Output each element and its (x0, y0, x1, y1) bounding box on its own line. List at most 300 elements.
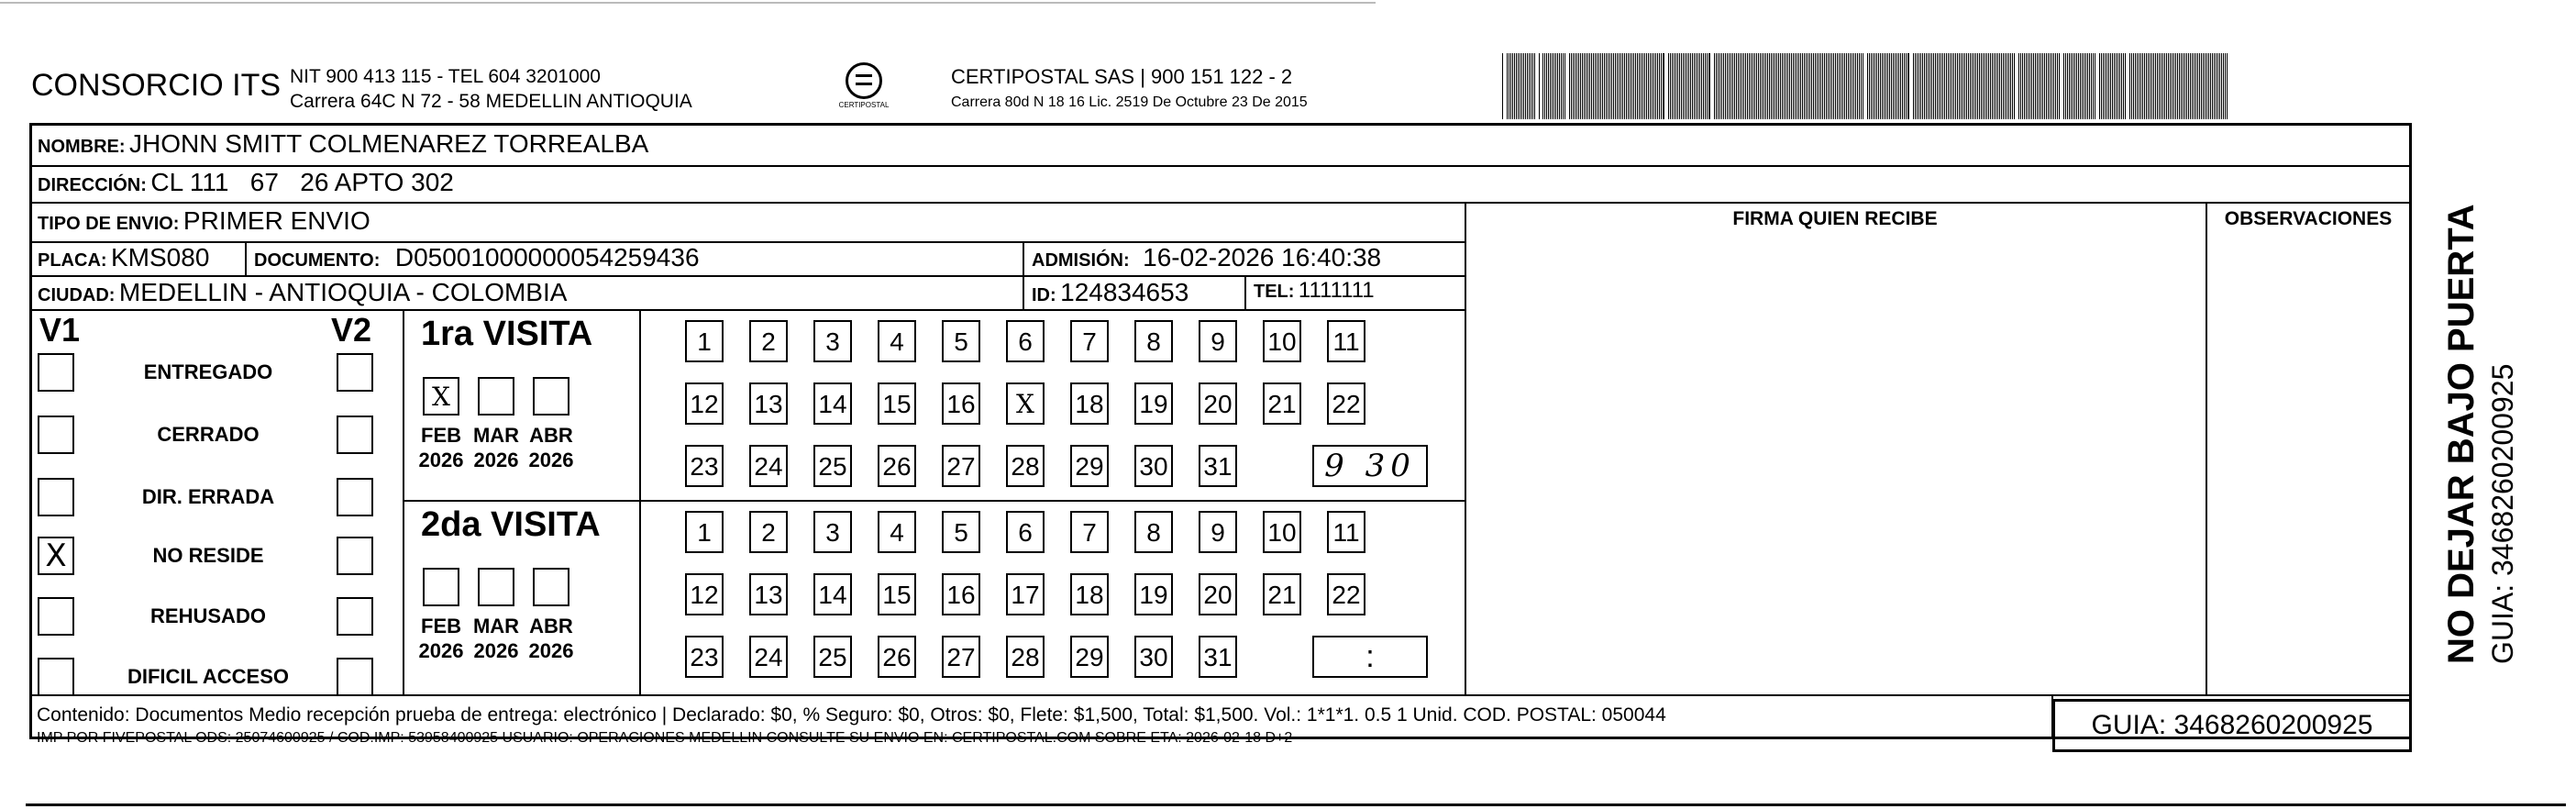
day-box[interactable]: 4 (878, 511, 916, 553)
barcode-bar (2035, 53, 2036, 119)
day-box[interactable]: 16 (942, 382, 980, 425)
barcode-bar (2067, 53, 2068, 119)
day-box[interactable]: 25 (813, 636, 852, 678)
barcode-bar (1650, 53, 1651, 119)
visit-time-box[interactable]: : (1312, 636, 1428, 678)
day-box[interactable]: 6 (1006, 511, 1045, 553)
barcode-bar (1760, 53, 1761, 119)
bottom-edge-line (26, 803, 2566, 806)
barcode-bar (1544, 53, 1545, 119)
v1-checkbox[interactable] (38, 353, 74, 392)
day-box[interactable]: 1 (685, 320, 724, 362)
month-year: 2026 (418, 449, 464, 471)
day-box[interactable]: 14 (813, 382, 852, 425)
barcode-bar (1571, 53, 1572, 119)
day-box[interactable]: 19 (1134, 573, 1173, 615)
barcode-bar (2099, 53, 2100, 119)
barcode-bar (1529, 53, 1530, 119)
barcode-bar (1747, 53, 1748, 119)
day-box[interactable]: 23 (685, 636, 724, 678)
nombre-field: NOMBRE: JHONN SMITT COLMENAREZ TORREALBA (38, 129, 649, 158)
barcode-bar (2112, 53, 2113, 119)
barcode-bar (1736, 53, 1737, 119)
month-caption (415, 423, 467, 472)
barcode-bar (1806, 53, 1807, 119)
barcode (1500, 53, 2230, 119)
ciudad-field: CIUDAD: MEDELLIN - ANTIOQUIA - COLOMBIA (38, 278, 568, 306)
day-box[interactable]: 11 (1327, 511, 1365, 553)
month-checkbox[interactable] (478, 377, 514, 416)
month-year: 2026 (473, 639, 519, 662)
day-box[interactable]: 3 (813, 320, 852, 362)
barcode-bar (1944, 53, 1945, 119)
month-name: MAR (472, 615, 520, 637)
day-box[interactable]: 13 (749, 573, 788, 615)
day-box[interactable]: 28 (1006, 636, 1045, 678)
day-box[interactable]: 21 (1263, 382, 1301, 425)
barcode-bar (2080, 53, 2081, 119)
barcode-bar (1929, 53, 1930, 119)
barcode-bar (2106, 53, 2107, 119)
barcode-bar (2212, 53, 2213, 119)
id-value: 124834653 (1060, 278, 1189, 306)
day-box[interactable]: 18 (1070, 573, 1109, 615)
barcode-bar (1813, 53, 1814, 119)
barcode-bar (1718, 53, 1719, 119)
barcode-bar (1861, 53, 1862, 119)
barcode-bar (2091, 53, 2092, 119)
barcode-bar (1557, 53, 1558, 119)
barcode-bar (2103, 53, 2104, 119)
day-box[interactable]: 17 (1006, 573, 1045, 615)
barcode-bar (2181, 53, 2182, 119)
barcode-bar (1904, 53, 1905, 119)
barcode-bar (1955, 53, 1956, 119)
company-name: CONSORCIO ITS (31, 68, 282, 103)
barcode-bar (1773, 53, 1774, 119)
day-box[interactable]: 25 (813, 445, 852, 487)
nombre-value: JHONN SMITT COLMENAREZ TORREALBA (129, 129, 649, 158)
barcode-bar (2028, 53, 2029, 119)
barcode-bar (2131, 53, 2132, 119)
month-name: ABR (529, 615, 573, 637)
month-name: FEB (421, 615, 461, 637)
direccion-value: CL 111 67 26 APTO 302 (150, 168, 454, 196)
barcode-bar (1948, 53, 1949, 119)
barcode-bar (1986, 53, 1987, 119)
barcode-bar (1555, 53, 1556, 119)
barcode-bar (1915, 53, 1916, 119)
barcode-bar (2018, 53, 2019, 119)
row-divider (32, 202, 2409, 204)
barcode-bar (2208, 53, 2209, 119)
row-divider (32, 275, 1465, 277)
barcode-bar (1659, 53, 1660, 119)
month-checkbox[interactable] (533, 377, 569, 416)
barcode-bar (1619, 53, 1620, 119)
barcode-bar (1573, 53, 1574, 119)
barcode-bar (1802, 53, 1803, 119)
barcode-bar (2210, 53, 2211, 119)
v2-checkbox[interactable] (337, 478, 373, 516)
barcode-bar (2055, 53, 2056, 119)
barcode-bar (1784, 53, 1785, 119)
month-caption (415, 614, 467, 663)
barcode-bar (1988, 53, 1989, 119)
day-box[interactable]: 31 (1199, 445, 1237, 487)
day-box[interactable]: 5 (942, 320, 980, 362)
barcode-bar (1962, 53, 1963, 119)
day-box[interactable]: 7 (1070, 320, 1109, 362)
barcode-bar (2053, 53, 2054, 119)
barcode-bar (1639, 53, 1640, 119)
visit-time-box[interactable]: 9 30 (1312, 445, 1428, 487)
form-box (29, 123, 2412, 739)
barcode-bar (1884, 53, 1885, 119)
day-box[interactable]: 5 (942, 511, 980, 553)
barcode-bar (2223, 53, 2224, 119)
barcode-bar (1804, 53, 1805, 119)
status-option-label: DIR. ERRADA (141, 485, 275, 508)
v1-checkbox[interactable]: X (38, 537, 74, 575)
col-divider (403, 309, 404, 694)
barcode-bar (2048, 53, 2049, 119)
day-box[interactable]: 3 (813, 511, 852, 553)
status-option-label: REHUSADO (150, 604, 266, 627)
barcode-bar (1895, 53, 1896, 119)
barcode-bar (2059, 53, 2060, 119)
barcode-bar (2227, 53, 2228, 119)
day-box[interactable]: 1 (685, 511, 724, 553)
barcode-bar (2105, 53, 2106, 119)
barcode-bar (1981, 53, 1982, 119)
barcode-bar (2179, 53, 2180, 119)
barcode-bar (1924, 53, 1925, 119)
barcode-bar (2155, 53, 2156, 119)
day-box[interactable]: 11 (1327, 320, 1365, 362)
barcode-bar (1688, 53, 1689, 119)
v1-checkbox[interactable] (38, 658, 74, 696)
month-caption (470, 423, 522, 472)
barcode-bar (2168, 53, 2169, 119)
barcode-bar (1582, 53, 1583, 119)
barcode-bar (2148, 53, 2149, 119)
barcode-bar (2177, 53, 2178, 119)
barcode-bar (1622, 53, 1623, 119)
barcode-bar (1850, 53, 1851, 119)
barcode-bar (2188, 53, 2189, 119)
barcode-bar (1953, 53, 1954, 119)
barcode-bar (1578, 53, 1579, 119)
barcode-bar (2190, 53, 2191, 119)
barcode-bar (1917, 53, 1918, 119)
barcode-bar (2110, 53, 2111, 119)
barcode-bar (2166, 53, 2167, 119)
barcode-bar (2175, 53, 2176, 119)
barcode-bar (1979, 53, 1980, 119)
barcode-bar (1774, 53, 1775, 119)
barcode-bar (1907, 53, 1909, 119)
day-box[interactable]: 16 (942, 573, 980, 615)
barcode-bar (2117, 53, 2118, 119)
day-box[interactable]: 29 (1070, 445, 1109, 487)
barcode-bar (1811, 53, 1812, 119)
guia-box: GUIA: 3468260200925 (2052, 699, 2412, 752)
barcode-bar (1844, 53, 1845, 119)
day-box[interactable]: 8 (1134, 320, 1173, 362)
barcode-bar (1527, 53, 1528, 119)
barcode-bar (1593, 53, 1594, 119)
col-divider (1465, 202, 1466, 694)
barcode-bar (1869, 53, 1870, 119)
day-box[interactable]: 30 (1134, 445, 1173, 487)
barcode-bar (1652, 53, 1653, 119)
barcode-bar (1729, 53, 1730, 119)
barcode-bar (2063, 53, 2064, 119)
barcode-bar (1705, 53, 1706, 119)
barcode-bar (1518, 53, 1519, 119)
day-box[interactable]: 20 (1199, 382, 1237, 425)
barcode-bar (2029, 53, 2030, 119)
barcode-bar (2076, 53, 2077, 119)
barcode-bar (1631, 53, 1632, 119)
barcode-bar (2219, 53, 2220, 119)
day-box[interactable]: 15 (878, 573, 916, 615)
barcode-bar (1798, 53, 1799, 119)
day-box[interactable]: 28 (1006, 445, 1045, 487)
barcode-bar (1679, 53, 1680, 119)
status-option-label: NO RESIDE (152, 544, 264, 567)
barcode-bar (1685, 53, 1686, 119)
barcode-bar (1641, 53, 1642, 119)
documento-value: D05001000000054259436 (394, 243, 700, 272)
day-box[interactable]: 24 (749, 636, 788, 678)
barcode-bar (2031, 53, 2032, 119)
barcode-bar (1990, 53, 1991, 119)
day-box[interactable]: 22 (1327, 382, 1365, 425)
barcode-bar (1628, 53, 1629, 119)
barcode-bar (1809, 53, 1810, 119)
barcode-bar (1550, 53, 1551, 119)
barcode-bar (1769, 53, 1770, 119)
barcode-bar (1701, 53, 1702, 119)
barcode-bar (2101, 53, 2102, 119)
barcode-bar (1880, 53, 1881, 119)
day-box[interactable]: 18 (1070, 382, 1109, 425)
barcode-bar (1586, 53, 1587, 119)
barcode-bar (2214, 53, 2215, 119)
barcode-bar (1751, 53, 1752, 119)
barcode-bar (2012, 53, 2013, 119)
day-box[interactable]: 9 (1199, 320, 1237, 362)
day-box[interactable]: 20 (1199, 573, 1237, 615)
barcode-bar (1675, 53, 1676, 119)
barcode-bar (1683, 53, 1684, 119)
status-option-label: DIFICIL ACCESO (127, 665, 289, 688)
barcode-bar (1765, 53, 1766, 119)
day-box[interactable]: 6 (1006, 320, 1045, 362)
day-box[interactable]: 31 (1199, 636, 1237, 678)
barcode-bar (1999, 53, 2000, 119)
top-edge-line (0, 2, 1376, 4)
barcode-bar (1630, 53, 1631, 119)
month-checkbox[interactable]: X (423, 377, 459, 416)
barcode-bar (1882, 53, 1883, 119)
barcode-bar (2033, 53, 2034, 119)
cell-divider (1244, 275, 1246, 309)
v2-checkbox[interactable] (337, 353, 373, 392)
barcode-bar (1657, 53, 1658, 119)
barcode-bar (1782, 53, 1783, 119)
barcode-bar (2089, 53, 2090, 119)
barcode-bar (1831, 53, 1832, 119)
barcode-bar (1787, 53, 1788, 119)
barcode-bar (2123, 53, 2124, 119)
barcode-bar (1692, 53, 1693, 119)
barcode-bar (1595, 53, 1596, 119)
v2-checkbox[interactable] (337, 658, 373, 696)
barcode-bar (1918, 53, 1919, 119)
day-box[interactable]: 10 (1263, 320, 1301, 362)
barcode-bar (2157, 53, 2158, 119)
direccion-field: DIRECCIÓN: CL 111 67 26 APTO 302 (38, 168, 454, 196)
day-box[interactable]: 12 (685, 382, 724, 425)
barcode-bar (1719, 53, 1720, 119)
barcode-bar (2026, 53, 2027, 119)
day-box[interactable]: 9 (1199, 511, 1237, 553)
barcode-bar (1708, 53, 1710, 119)
month-checkbox[interactable] (423, 568, 459, 606)
barcode-bar (1615, 53, 1616, 119)
barcode-bar (1716, 53, 1717, 119)
postal-license: Carrera 80d N 18 16 Lic. 2519 De Octubre 23 De 2015 (951, 94, 1308, 110)
status-option-label: CERRADO (157, 423, 260, 446)
barcode-bar (1800, 53, 1801, 119)
v2-checkbox[interactable] (337, 416, 373, 454)
barcode-bar (2203, 53, 2204, 119)
barcode-bar (2087, 53, 2088, 119)
barcode-bar (1837, 53, 1838, 119)
day-box[interactable]: 19 (1134, 382, 1173, 425)
month-checkbox[interactable] (533, 568, 569, 606)
nit-line: NIT 900 413 115 - TEL 604 3201000 (290, 66, 601, 87)
barcode-bar (1857, 53, 1858, 119)
day-box[interactable]: 24 (749, 445, 788, 487)
day-box[interactable]: 8 (1134, 511, 1173, 553)
barcode-bar (1668, 53, 1669, 119)
day-box[interactable]: 12 (685, 573, 724, 615)
barcode-bar (1611, 53, 1612, 119)
barcode-bar (1743, 53, 1744, 119)
barcode-bar (1793, 53, 1794, 119)
barcode-bar (2186, 53, 2187, 119)
admision-field: ADMISIÓN: 16-02-2026 16:40:38 (1032, 243, 1382, 272)
barcode-bar (2057, 53, 2058, 119)
barcode-bar (2135, 53, 2136, 119)
day-box[interactable]: 22 (1327, 573, 1365, 615)
day-box[interactable]: 2 (749, 320, 788, 362)
barcode-bar (2144, 53, 2145, 119)
barcode-bar (1525, 53, 1526, 119)
v2-checkbox[interactable] (337, 597, 373, 636)
barcode-bar (1983, 53, 1984, 119)
status-option-label: ENTREGADO (143, 360, 273, 383)
v2-checkbox[interactable] (337, 537, 373, 575)
company-info (290, 64, 692, 114)
day-box[interactable]: 15 (878, 382, 916, 425)
v1-checkbox[interactable] (38, 597, 74, 636)
barcode-bar (1780, 53, 1781, 119)
barcode-bar (1828, 53, 1829, 119)
barcode-bar (1975, 53, 1976, 119)
barcode-bar (2042, 53, 2043, 119)
barcode-bar (1950, 53, 1951, 119)
barcode-bar (1961, 53, 1962, 119)
barcode-bar (2159, 53, 2160, 119)
barcode-bar (1940, 53, 1941, 119)
barcode-bar (1900, 53, 1901, 119)
barcode-bar (2184, 53, 2185, 119)
barcode-bar (1767, 53, 1768, 119)
day-box[interactable]: 27 (942, 636, 980, 678)
barcode-bar (1795, 53, 1796, 119)
barcode-bar (1951, 53, 1952, 119)
barcode-bar (1966, 53, 1967, 119)
side-guia: GUIA: 3468260200925 (2486, 363, 2519, 664)
day-box[interactable]: 13 (749, 382, 788, 425)
col-divider (2206, 202, 2207, 694)
barcode-bar (2206, 53, 2207, 119)
barcode-bar (1703, 53, 1704, 119)
address-line: Carrera 64C N 72 - 58 MEDELLIN ANTIOQUIA (290, 91, 692, 112)
barcode-bar (1922, 53, 1923, 119)
day-box[interactable]: 21 (1263, 573, 1301, 615)
month-checkbox[interactable] (478, 568, 514, 606)
barcode-bar (2065, 53, 2066, 119)
day-box[interactable]: 7 (1070, 511, 1109, 553)
day-box[interactable]: 30 (1134, 636, 1173, 678)
day-box[interactable]: 26 (878, 445, 916, 487)
day-box[interactable]: 10 (1263, 511, 1301, 553)
barcode-bar (1762, 53, 1763, 119)
day-box[interactable]: 14 (813, 573, 852, 615)
barcode-bar (1959, 53, 1960, 119)
day-box[interactable]: X (1006, 382, 1045, 425)
tipo-envio-field: TIPO DE ENVIO: PRIMER ENVIO (38, 206, 370, 235)
barcode-bar (1902, 53, 1903, 119)
barcode-bar (1677, 53, 1678, 119)
day-box[interactable]: 29 (1070, 636, 1109, 678)
v1-checkbox[interactable] (38, 478, 74, 516)
tel-value: 1111111 (1298, 278, 1375, 303)
barcode-bar (2225, 53, 2226, 119)
day-box[interactable]: 23 (685, 445, 724, 487)
barcode-bar (1507, 53, 1508, 119)
barcode-bar (1741, 53, 1742, 119)
v1-checkbox[interactable] (38, 416, 74, 454)
day-box[interactable]: 26 (878, 636, 916, 678)
v2-header: V2 (331, 311, 372, 349)
day-box[interactable]: 4 (878, 320, 916, 362)
day-box[interactable]: 27 (942, 445, 980, 487)
barcode-bar (1564, 53, 1565, 119)
barcode-bar (1855, 53, 1856, 119)
barcode-bar (1939, 53, 1940, 119)
barcode-bar (2195, 53, 2196, 119)
barcode-bar (2024, 53, 2025, 119)
barcode-bar (2151, 53, 2152, 119)
day-box[interactable]: 2 (749, 511, 788, 553)
